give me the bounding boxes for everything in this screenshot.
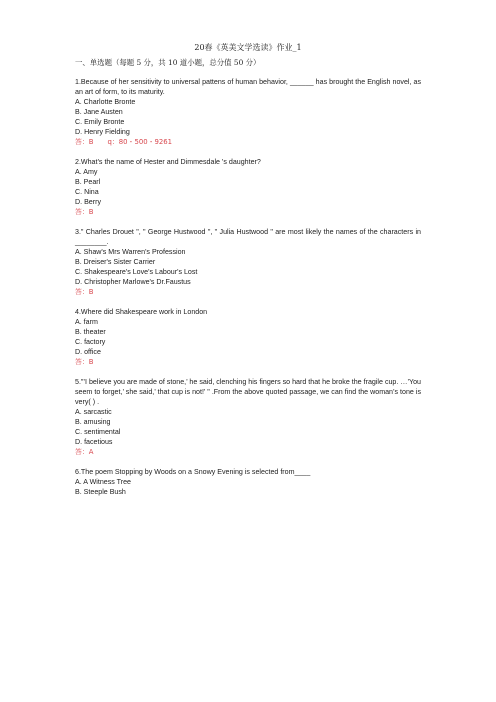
option-d: D. Berry [75, 198, 102, 206]
question-5 [75, 377, 421, 457]
option-a: A. A Witness Tree [75, 478, 131, 486]
question-stem: 3." Charles Drouet ", " George Hustwood ", " Julia Hustwood " are most likely the names of the characters in ________. [75, 228, 421, 246]
option-d: D. Christopher Marlowe's Dr.Faustus [75, 278, 191, 286]
option-b: B. Steeple Bush [75, 488, 126, 496]
answer-extra-text: q：80・500・9261 [107, 138, 173, 146]
option-a: A. sarcastic [75, 408, 112, 416]
option-b: B. theater [75, 328, 106, 336]
answer-text: 答：B [75, 138, 94, 146]
option-a: A. farm [75, 318, 98, 326]
section-heading: 一、单选题（每题 5 分，共 10 道小题，总分值 50 分） [75, 58, 261, 67]
question-stem: 6.The poem Stopping by Woods on a Snowy Evening is selected from____ [75, 468, 311, 476]
option-c: C. Nina [75, 188, 99, 196]
option-b: B. amusing [75, 418, 111, 426]
answer-text: 答：A [75, 448, 94, 456]
option-c: C. factory [75, 338, 106, 346]
option-d: D. office [75, 348, 101, 356]
question-stem: 1.Because of her sensitivity to universal pattens of human behavior, ______ has brought the English novel, as an art of form, to its maturity. [75, 78, 421, 96]
option-a: A. Amy [75, 168, 98, 176]
question-4 [75, 307, 421, 367]
option-d: D. Henry Fielding [75, 128, 130, 136]
page-title: 20春《英美文学选读》作业_1 [194, 43, 302, 52]
option-b: B. Jane Austen [75, 108, 123, 116]
answer-text: 答：B [75, 208, 94, 216]
option-a: A. Shaw's Mrs Warren's Profession [75, 248, 186, 256]
answer-text: 答：B [75, 358, 94, 366]
option-c: C. Shakespeare's Love's Labour's Lost [75, 268, 198, 276]
option-b: B. Dreiser's Sister Carrier [75, 258, 156, 266]
option-c: C. Emily Bronte [75, 118, 125, 126]
question-stem: 5."’I believe you are made of stone,’ he said, clenching his fingers so hard that he broke the fragile cup. …’You seem to forget,’ she said,’ that cup is not!’ " .From the above quoted passage, we can find the woman’s tone is very( ) . [75, 378, 421, 406]
question-1 [75, 77, 421, 147]
question-stem: 2.What’s the name of Hester and Dimmesdale ’s daughter? [75, 158, 261, 166]
answer-line [75, 137, 421, 147]
question-2 [75, 157, 421, 217]
option-b: B. Pearl [75, 178, 101, 186]
answer-text: 答：B [75, 288, 94, 296]
option-a: A. Charlotte Bronte [75, 98, 136, 106]
question-list [75, 77, 421, 507]
question-6 [75, 467, 421, 497]
question-3 [75, 227, 421, 297]
option-d: D. facetious [75, 438, 113, 446]
option-c: C. sentimental [75, 428, 121, 436]
question-stem: 4.Where did Shakespeare work in London [75, 308, 208, 316]
